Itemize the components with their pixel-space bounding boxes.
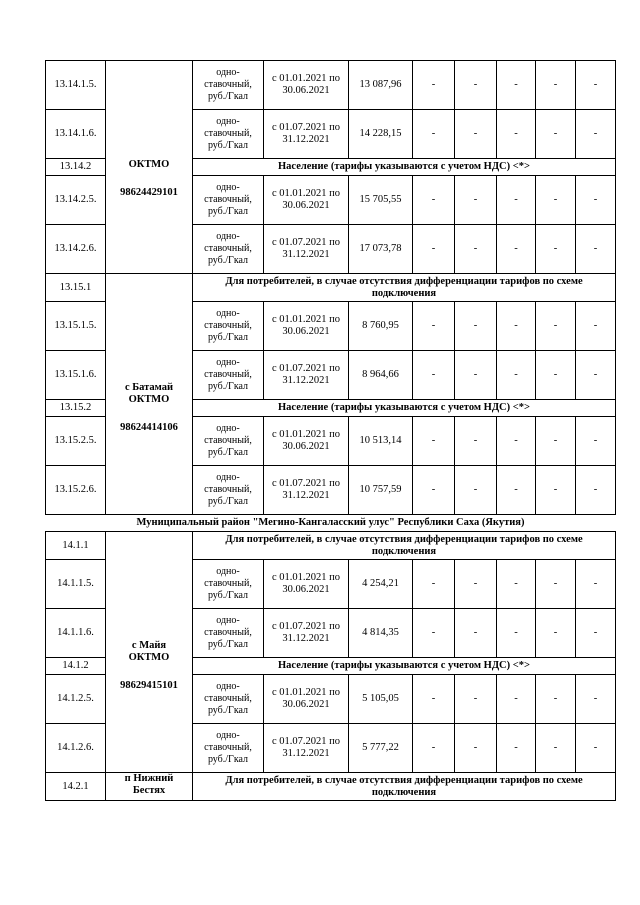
tariff-type: одно-ставочный, руб./Гкал bbox=[193, 724, 264, 773]
table-row: 13.15.1.6. одно-ставочный, руб./Гкал с 01.07.2021 по 31.12.2021 8 964,66 - - - - - bbox=[46, 351, 616, 400]
table-row bbox=[46, 532, 616, 560]
tariff-type: одно-ставочный, руб./Гкал bbox=[193, 466, 264, 515]
tariff-value: 8 964,66 bbox=[349, 351, 413, 400]
table-row: 14.1.2.5. одно-ставочный, руб./Гкал с 01.01.2021 по 30.06.2021 5 105,05 - - - - - bbox=[46, 675, 616, 724]
consumers-label: Для потребителей, в случае отсутствия дифференциации тарифов по схеме подключения bbox=[193, 274, 616, 302]
tariff-type: одно-ставочный, руб./Гкал bbox=[193, 675, 264, 724]
tariff-value: 10 513,14 bbox=[349, 417, 413, 466]
tariff-type: одно-ставочный, руб./Гкал bbox=[193, 560, 264, 609]
tariff-type: одно-ставочный, руб./Гкал bbox=[193, 61, 264, 110]
tariff-value: 17 073,78 bbox=[349, 225, 413, 274]
row-code: 13.14.1.5. bbox=[46, 61, 106, 110]
population-label: Население (тарифы указываются с учетом НДС) <*> bbox=[193, 658, 616, 675]
place-name: с Батамай bbox=[124, 382, 174, 393]
tariff-table bbox=[45, 60, 616, 801]
place-name: п Нижний Бестях bbox=[106, 773, 193, 801]
oktmo-code: 98624429101 bbox=[120, 187, 178, 198]
municipality-cell bbox=[106, 532, 193, 773]
period: с 01.01.2021 по 30.06.2021 bbox=[264, 61, 349, 110]
tariff-type: одно-ставочный, руб./Гкал bbox=[193, 302, 264, 351]
table-row: 13.14.2.5. одно-ставочный, руб./Гкал с 01.01.2021 по 30.06.2021 15 705,55 - - - - - bbox=[46, 176, 616, 225]
oktmo-label: ОКТМО bbox=[128, 394, 170, 405]
tariff-value: 4 254,21 bbox=[349, 560, 413, 609]
period: с 01.07.2021 по 31.12.2021 bbox=[264, 609, 349, 658]
row-code: 14.1.2.6. bbox=[46, 724, 106, 773]
row-code: 14.2.1 bbox=[46, 773, 106, 801]
tariff-value: 10 757,59 bbox=[349, 466, 413, 515]
tariff-value: 5 777,22 bbox=[349, 724, 413, 773]
period: с 01.07.2021 по 31.12.2021 bbox=[264, 110, 349, 159]
row-code: 14.1.2 bbox=[46, 658, 106, 675]
tariff-type: одно-ставочный, руб./Гкал bbox=[193, 351, 264, 400]
row-code: 14.1.1.5. bbox=[46, 560, 106, 609]
row-code: 13.15.1 bbox=[46, 274, 106, 302]
tariff-value: 4 814,35 bbox=[349, 609, 413, 658]
municipality-cell bbox=[106, 61, 193, 274]
tariff-type: одно-ставочный, руб./Гкал bbox=[193, 609, 264, 658]
period: с 01.01.2021 по 30.06.2021 bbox=[264, 417, 349, 466]
period: с 01.07.2021 по 31.12.2021 bbox=[264, 466, 349, 515]
period: с 01.01.2021 по 30.06.2021 bbox=[264, 675, 349, 724]
place-name: с Майя bbox=[131, 640, 167, 651]
table-row: 14.1.2.6. одно-ставочный, руб./Гкал с 01.07.2021 по 31.12.2021 5 777,22 - - - - - bbox=[46, 724, 616, 773]
row-code: 13.15.2 bbox=[46, 400, 106, 417]
tariff-value: 5 105,05 bbox=[349, 675, 413, 724]
oktmo-code: 98629415101 bbox=[120, 680, 178, 691]
oktmo-code: 98624414106 bbox=[120, 422, 178, 433]
row-code: 14.1.1.6. bbox=[46, 609, 106, 658]
row-code: 13.14.2.6. bbox=[46, 225, 106, 274]
row-code: 13.15.2.5. bbox=[46, 417, 106, 466]
row-code: 13.14.1.6. bbox=[46, 110, 106, 159]
row-code: 13.14.2 bbox=[46, 159, 106, 176]
municipality-cell bbox=[106, 274, 193, 515]
consumers-label: Для потребителей, в случае отсутствия дифференциации тарифов по схеме подключения bbox=[193, 773, 616, 801]
table-row: 13.14.1.6. одно-ставочный, руб./Гкал с 01.07.2021 по 31.12.2021 14 228,15 - - - - - bbox=[46, 110, 616, 159]
oktmo-label: ОКТМО bbox=[128, 652, 170, 663]
population-label: Население (тарифы указываются с учетом НДС) <*> bbox=[193, 159, 616, 176]
table-row: 13.15.2.6. одно-ставочный, руб./Гкал с 01.07.2021 по 31.12.2021 10 757,59 - - - - - bbox=[46, 466, 616, 515]
tariff-type: одно-ставочный, руб./Гкал bbox=[193, 225, 264, 274]
row-code: 13.15.2.6. bbox=[46, 466, 106, 515]
tariff-value: 15 705,55 bbox=[349, 176, 413, 225]
tariff-value: 13 087,96 bbox=[349, 61, 413, 110]
table-row: 13.15.1.5. одно-ставочный, руб./Гкал с 01.01.2021 по 30.06.2021 8 760,95 - - - - - bbox=[46, 302, 616, 351]
table-row: 13.14.2.6. одно-ставочный, руб./Гкал с 01.07.2021 по 31.12.2021 17 073,78 - - - - - bbox=[46, 225, 616, 274]
table-row bbox=[46, 274, 616, 302]
period: с 01.01.2021 по 30.06.2021 bbox=[264, 302, 349, 351]
table-row bbox=[46, 515, 616, 532]
row-code: 13.14.2.5. bbox=[46, 176, 106, 225]
period: с 01.07.2021 по 31.12.2021 bbox=[264, 225, 349, 274]
table-row: 14.1.1.6. одно-ставочный, руб./Гкал с 01.07.2021 по 31.12.2021 4 814,35 - - - - - bbox=[46, 609, 616, 658]
tariff-type: одно-ставочный, руб./Гкал bbox=[193, 110, 264, 159]
table-row: 13.15.2.5. одно-ставочный, руб./Гкал с 01.01.2021 по 30.06.2021 10 513,14 - - - - - bbox=[46, 417, 616, 466]
row-code: 14.1.2.5. bbox=[46, 675, 106, 724]
tariff-type: одно-ставочный, руб./Гкал bbox=[193, 176, 264, 225]
consumers-label: Для потребителей, в случае отсутствия дифференциации тарифов по схеме подключения bbox=[193, 532, 616, 560]
tariff-value: 14 228,15 bbox=[349, 110, 413, 159]
district-title: Муниципальный район "Мегино-Кангаласский улус" Республики Саха (Якутия) bbox=[46, 515, 616, 532]
table-row bbox=[46, 773, 616, 801]
table-row: 13.14.1.5. ОКТМО 98624429101 одно-ставочный, руб./Гкал с 01.01.2021 по 30.06.2021 13 087,96 - - - - - bbox=[46, 61, 616, 110]
row-code: 14.1.1 bbox=[46, 532, 106, 560]
tariff-value: 8 760,95 bbox=[349, 302, 413, 351]
period: с 01.07.2021 по 31.12.2021 bbox=[264, 351, 349, 400]
row-code: 13.15.1.5. bbox=[46, 302, 106, 351]
period: с 01.01.2021 по 30.06.2021 bbox=[264, 176, 349, 225]
table-row: 14.1.1.5. одно-ставочный, руб./Гкал с 01.01.2021 по 30.06.2021 4 254,21 - - - - - bbox=[46, 560, 616, 609]
row-code: 13.15.1.6. bbox=[46, 351, 106, 400]
tariff-type: одно-ставочный, руб./Гкал bbox=[193, 417, 264, 466]
period: с 01.07.2021 по 31.12.2021 bbox=[264, 724, 349, 773]
period: с 01.01.2021 по 30.06.2021 bbox=[264, 560, 349, 609]
oktmo-label: ОКТМО bbox=[128, 159, 170, 170]
population-label: Население (тарифы указываются с учетом НДС) <*> bbox=[193, 400, 616, 417]
